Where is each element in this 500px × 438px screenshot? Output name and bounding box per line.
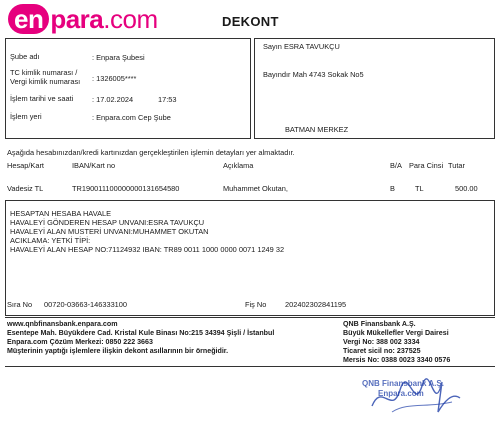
location-value: : Enpara.com Cep Şube: [92, 113, 171, 122]
detail-line: ACIKLAMA: YETKİ TİPİ:: [10, 236, 91, 245]
mersis-number: Mersis No: 0388 0023 3340 0576: [343, 356, 451, 364]
row-currency: TL: [415, 184, 424, 193]
customer-address: Bayındır Mah 4743 Sokak No5: [263, 70, 364, 79]
date-label: İşlem tarihi ve saati: [10, 94, 74, 103]
signature-icon: [352, 372, 472, 422]
receipt-label: Fiş No: [245, 300, 267, 309]
transaction-details-box: [5, 200, 495, 316]
logo-dot-com: .com: [103, 4, 158, 34]
time-value: 17:53: [158, 95, 177, 104]
location-label: İşlem yeri: [10, 112, 42, 121]
row-amount: 500.00: [455, 184, 478, 193]
bank-name: QNB Finansbank A.Ş.: [343, 320, 416, 328]
branch-info-box: [5, 38, 251, 139]
customer-name: Sayın ESRA TAVUKÇU: [263, 42, 340, 51]
detail-line: HAVALEYİ ALAN MUSTERİ UNVANI:MUHAMMET OKUTAN: [10, 227, 209, 236]
col-amount: Tutar: [448, 161, 465, 170]
bank-website: www.qnbfinansbank.enpara.com: [7, 320, 118, 328]
row-ba: B: [390, 184, 395, 193]
col-account: Hesap/Kart: [7, 161, 44, 170]
support-phone: Enpara.com Çözüm Merkezi: 0850 222 3663: [7, 338, 153, 346]
sequence-value: 00720-03663-146333100: [44, 300, 128, 309]
bank-footer: [5, 317, 495, 367]
row-description: Muhammet Okutan,: [223, 184, 288, 193]
enpara-logo: [8, 4, 158, 38]
document-title: DEKONT: [222, 14, 279, 29]
detail-line: HAVALEYİ GÖNDEREN HESAP UNVANI:ESRA TAVUKÇU: [10, 218, 205, 227]
tax-label: Vergi kimlik numarası: [10, 77, 81, 86]
col-currency: Para Cinsi: [409, 161, 444, 170]
detail-line: HESAPTAN HESABA HAVALE: [10, 209, 112, 218]
copy-notice: Müşterinin yaptığı işlemlere ilişkin dekont asıllarının bir örneğidir.: [7, 347, 229, 355]
detail-line: HAVALEYİ ALAN HESAP NO:71124932 IBAN: TR89 0011 1000 0000 0071 1249 32: [10, 245, 285, 254]
stamp-line-1: QNB Finansbank A.Ş.: [362, 379, 444, 388]
tc-label: TC kimlik numarası /: [10, 68, 78, 77]
date-value: : 17.02.2024: [92, 95, 134, 104]
tax-office: Büyük Mükellefler Vergi Dairesi: [343, 329, 449, 337]
bank-stamp-signature: [352, 372, 472, 422]
tax-number: Vergi No: 388 002 3334: [343, 338, 420, 346]
trade-registry: Ticaret sicil no: 237525: [343, 347, 421, 355]
table-row: [5, 184, 495, 194]
col-description: Açıklama: [223, 161, 254, 170]
logo-en: en: [8, 4, 49, 34]
intro-text: Aşağıda hesabınızdan/kredi kartınızdan gerçekleştirilen işlemin detayları yer almaktadır.: [7, 148, 295, 157]
customer-city: BATMAN MERKEZ: [285, 125, 349, 134]
row-iban: TR190011100000000131654580: [72, 184, 180, 193]
stamp-line-2: Enpara.com: [378, 389, 424, 398]
logo-para: para: [50, 4, 104, 34]
receipt-value: 202402302841195: [285, 300, 347, 309]
col-iban: IBAN/Kart no: [72, 161, 116, 170]
sequence-label: Sıra No: [7, 300, 33, 309]
col-ba: B/A: [390, 161, 402, 170]
tc-value: : 1326005****: [92, 74, 137, 83]
bank-address: Esentepe Mah. Büyükdere Cad. Kristal Kule Binası No:215 34394 Şişli / İstanbul: [7, 329, 275, 337]
customer-info-box: [254, 38, 495, 139]
branch-label: Şube adı: [10, 52, 40, 61]
branch-value: : Enpara Şubesi: [92, 53, 145, 62]
row-account: Vadesiz TL: [7, 184, 44, 193]
table-header: [5, 161, 495, 171]
